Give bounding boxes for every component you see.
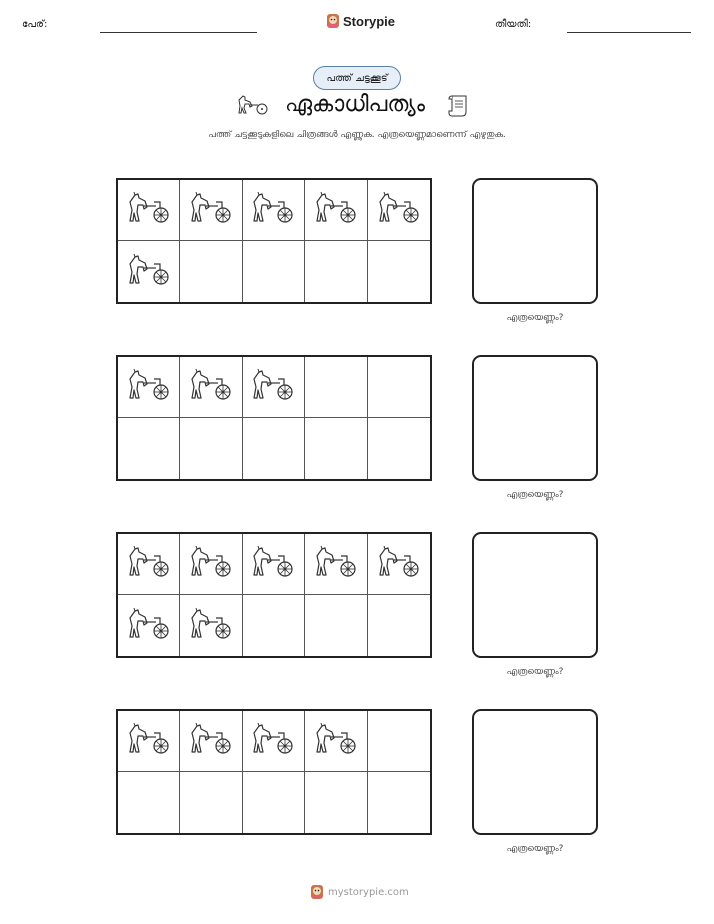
frame-cell [305,595,367,656]
frame-cell [118,534,180,595]
horse-chariot-icon [313,721,359,761]
frame-cell [243,711,305,772]
frame-cell [180,595,242,656]
answer-box-1[interactable] [472,178,598,304]
ten-frame-2 [116,355,432,481]
ten-frame-4 [116,709,432,835]
footer [310,884,409,900]
horse-chariot-icon [250,544,296,584]
ten-frame-1 [116,178,432,304]
frame-cell [305,772,367,833]
horse-chariot-icon [188,367,234,407]
frame-cell [305,418,367,479]
prompt-1: എത്രയെണ്ണം? [506,313,564,323]
frame-cell [118,772,180,833]
frame-cell [243,180,305,241]
worksheet-title: ഏകാധിപത്യം [285,92,425,117]
frame-cell [180,772,242,833]
frame-cell [118,418,180,479]
frame-cell [305,357,367,418]
horse-chariot-icon [250,721,296,761]
frame-cell [180,357,242,418]
frame-cell [118,241,180,302]
horse-chariot-icon [250,190,296,230]
frame-cell [368,595,430,656]
frame-cell [243,357,305,418]
horse-chariot-icon [126,252,172,292]
frame-cell [180,534,242,595]
horse-chariot-icon [126,606,172,646]
horse-chariot-icon [313,544,359,584]
frame-cell [368,772,430,833]
brand-name: Storypie [343,13,396,29]
prompt-2: എത്രയെണ്ണം? [506,490,564,500]
frame-cell [368,241,430,302]
frame-cell [180,241,242,302]
storypie-mascot-icon [326,13,340,29]
date-line[interactable] [567,32,691,33]
frame-cell [368,180,430,241]
horse-chariot-icon [376,544,422,584]
frame-cell [368,418,430,479]
prompt-3: എത്രയെണ്ണം? [506,667,564,677]
frame-cell [243,241,305,302]
answer-box-4[interactable] [472,709,598,835]
footer-url: mystorypie.com [328,886,409,898]
name-label: പേര്: [22,19,48,30]
frame-cell [368,534,430,595]
prompt-4: എത്രയെണ്ണം? [506,844,564,854]
date-label: തീയതി: [495,19,532,30]
topic-badge: പത്ത് ചട്ടക്കൂട് [313,66,401,90]
frame-cell [118,595,180,656]
brand-logo [326,13,395,29]
horse-chariot-icon [188,544,234,584]
frame-cell [305,180,367,241]
frame-cell [305,241,367,302]
frame-cell [118,357,180,418]
answer-box-2[interactable] [472,355,598,481]
frame-cell [368,711,430,772]
storypie-mascot-icon [310,884,324,900]
frame-cell [180,418,242,479]
horse-chariot-icon [236,94,270,116]
frame-cell [180,180,242,241]
horse-chariot-icon [188,721,234,761]
horse-chariot-icon [126,367,172,407]
frame-cell [243,534,305,595]
frame-cell [118,711,180,772]
frame-cell [243,772,305,833]
horse-chariot-icon [250,367,296,407]
frame-cell [118,180,180,241]
horse-chariot-icon [126,190,172,230]
frame-cell [243,595,305,656]
scroll-icon [446,92,472,118]
horse-chariot-icon [313,190,359,230]
answer-box-3[interactable] [472,532,598,658]
horse-chariot-icon [188,190,234,230]
horse-chariot-icon [126,544,172,584]
horse-chariot-icon [126,721,172,761]
frame-cell [243,418,305,479]
instructions: പത്ത് ചട്ടക്കൂടുകളിലെ ചിത്രങ്ങൾ എണ്ണുക. എത്രയെണ്ണമാണെന്ന് എഴുതുക. [208,130,506,140]
frame-cell [305,534,367,595]
horse-chariot-icon [376,190,422,230]
ten-frame-3 [116,532,432,658]
name-line[interactable] [100,32,257,33]
frame-cell [180,711,242,772]
frame-cell [305,711,367,772]
frame-cell [368,357,430,418]
horse-chariot-icon [188,606,234,646]
